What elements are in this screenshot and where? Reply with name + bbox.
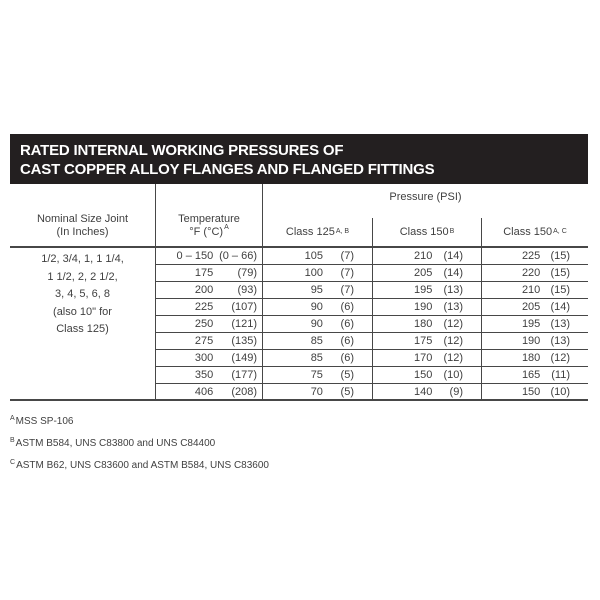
nominal-sizes-line: Class 125) — [56, 323, 109, 335]
class-150-b-cell: 170 (12) — [373, 350, 482, 367]
class-150-b-cell: 180 (12) — [373, 316, 482, 333]
class-150-b-cell: 140 (9) — [373, 384, 482, 401]
class-150-ac-cell: 165 (11) — [482, 367, 588, 384]
temperature-cell: 300 (149) — [156, 350, 263, 367]
temperature-cell: 275 (135) — [156, 333, 263, 350]
pressure-psi-label: Pressure (PSI) — [389, 191, 462, 203]
pressure-psi-header-cell — [263, 184, 588, 218]
title-bar — [10, 134, 588, 184]
temperature-cell: 406 (208) — [156, 384, 263, 401]
class-150-b-cell: 175 (12) — [373, 333, 482, 350]
footnote-a: $^A$MSS SP-106 — [10, 415, 74, 427]
class-150-ac-cell: 190 (13) — [482, 333, 588, 350]
class-150-b-header-cell: Class 150 B — [373, 218, 482, 248]
class-150-ac-header-cell: Class 150 A, C — [482, 218, 588, 248]
temperature-cell: 250 (121) — [156, 316, 263, 333]
class-125-header-cell: Class 125 A, B — [263, 218, 373, 248]
title-line-2: CAST COPPER ALLOY FLANGES AND FLANGED FITTINGS — [20, 161, 435, 178]
class-150-ac-cell: 180 (12) — [482, 350, 588, 367]
class-150-b-cell: 210 (14) — [373, 248, 482, 265]
nominal-sizes-cell — [10, 248, 156, 401]
class-150-ac-cell: 210 (15) — [482, 282, 588, 299]
temperature-header-line2: °F $(^\circ C)^A$ — [189, 224, 229, 238]
nominal-sizes-line: (also 10" for — [53, 305, 112, 318]
nominal-sizes-line: 1/2, 3/4, 1, 1 1/4, — [41, 253, 124, 265]
class-125-cell: 75 (5) — [263, 367, 373, 384]
temperature-cell: 225 (107) — [156, 299, 263, 316]
class-125-cell: 85 (6) — [263, 333, 373, 350]
class-125-cell: 90 (6) — [263, 299, 373, 316]
class-150-b-cell: 195 (13) — [373, 282, 482, 299]
temperature-cell: 200 (93) — [156, 282, 263, 299]
nominal-sizes-line: 1 1/2, 2, 2 1/2, — [47, 270, 118, 283]
class-150-ac-cell: 150 (10) — [482, 384, 588, 401]
class-150-ac-cell: 195 (13) — [482, 316, 588, 333]
class-125-cell: 105 (7) — [263, 248, 373, 265]
nominal-header-line1: Nominal Size Joint — [36, 213, 129, 225]
class-125-cell: 100 (7) — [263, 265, 373, 282]
class-150-ac-cell: 220 (15) — [482, 265, 588, 282]
class-125-cell: 85 (6) — [263, 350, 373, 367]
footnote-b: $^B$ASTM B584, UNS C83800 and UNS C84400 — [10, 437, 216, 449]
class-125-cell: 90 (6) — [263, 316, 373, 333]
title-line-1: RATED INTERNAL WORKING PRESSURES OF — [20, 142, 344, 159]
nominal-size-header-cell — [10, 184, 156, 248]
temperature-cell: 350 (177) — [156, 367, 263, 384]
class-150-b-cell: 205 (14) — [373, 265, 482, 282]
temperature-cell: 175 (79) — [156, 265, 263, 282]
pressure-table — [10, 184, 588, 401]
class-150-ac-cell: 205 (14) — [482, 299, 588, 316]
temperature-header-line1: Temperature — [178, 213, 240, 225]
class-150-ac-cell: 225 (15) — [482, 248, 588, 265]
footnote-c: $^C$ASTM B62, UNS C83600 and ASTM B584, UNS C83600 — [10, 459, 269, 471]
class-150-b-cell: 190 (13) — [373, 299, 482, 316]
class-125-cell: 70 (5) — [263, 384, 373, 401]
footnotes — [10, 411, 269, 477]
footnote-ref-a: A — [224, 224, 229, 231]
class-125-cell: 95 (7) — [263, 282, 373, 299]
nominal-header-line2: (In Inches) — [56, 226, 109, 238]
class-150-b-cell: 150 (10) — [373, 367, 482, 384]
nominal-sizes-line: 3, 4, 5, 6, 8 — [54, 288, 111, 300]
temperature-header-cell — [156, 184, 263, 248]
temperature-cell: 0 – 150 (0 – 66) — [156, 248, 263, 265]
